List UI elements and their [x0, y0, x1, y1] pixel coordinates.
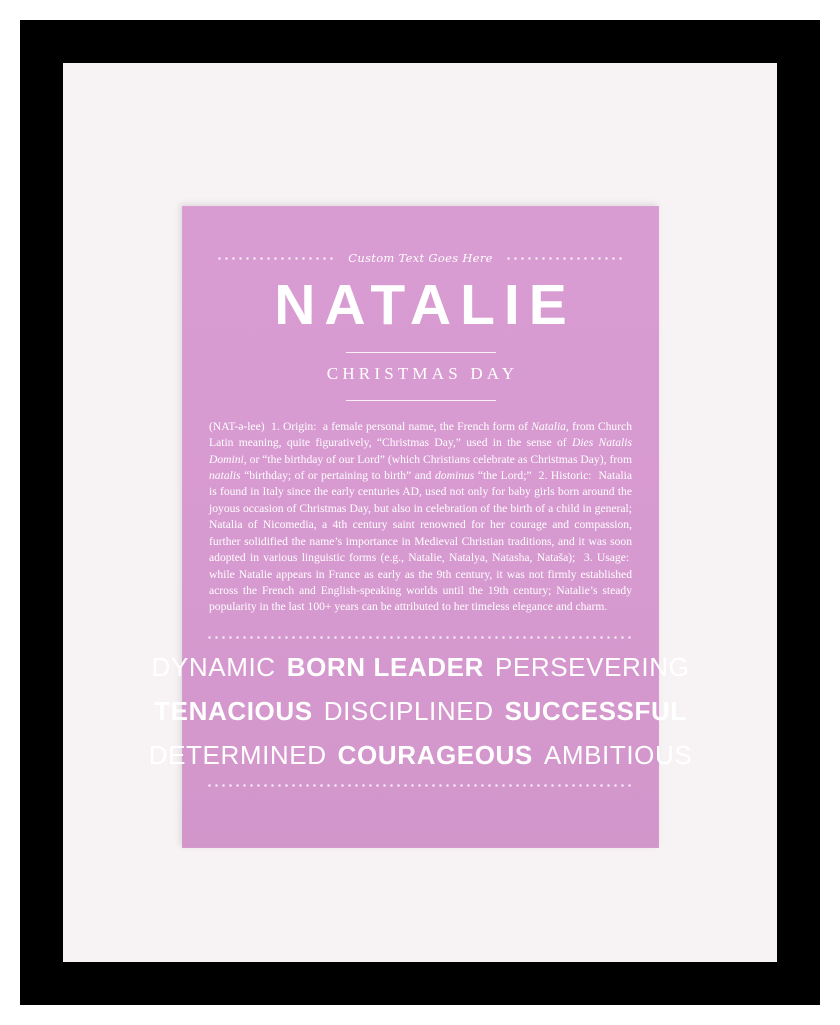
traits-lines [148, 651, 693, 771]
traits-section [148, 636, 693, 787]
custom-text: Custom Text Goes Here [348, 251, 493, 265]
poster-name: NATALIE [274, 273, 576, 337]
traits-line [148, 739, 693, 771]
name-definition-text: (NAT-ə-lee) 1. Origin: a female personal name, the French form of Natalia, from Church Latin meaning, quite figuratively, “Christmas Day,” used in the sense of Dies Natalis Domini, or “the birthday of our Lord” (which Christians celebrate as Christmas Day), from natalis “birthday; of or pertaining to birth” and dominus “the Lord;” 2. Historic: Natalia is found in Italy since the early centuries AD, used not only for baby girls born around the joyous occasion of Christmas Day, but also in celebration of the birth of a child in general; Natalia of Nicomedia, a 4th century saint renowned for her courage and compassion, further solidified the name’s importance in Medieval Christian traditions, and it was soon adopted in various linguistic forms (e.g., Natalie, Natalya, Natasha, Nataša); 3. Usage: while Natalie appears in France as early as the 9th century, it was not firmly established across the French and English-speaking worlds until the 19th century; Natalie’s steady popularity in the last 100+ years can be attributed to her timeless elegance and charm. [209, 419, 633, 614]
trait-word: DYNAMIC [151, 651, 276, 682]
traits-line [151, 651, 690, 683]
trait-word: AMBITIOUS [543, 739, 693, 770]
trait-word: SUCCESSFUL [504, 695, 687, 726]
trait-word: DETERMINED [148, 739, 327, 770]
trait-word: BORN LEADER [286, 651, 484, 682]
custom-text-row [206, 250, 635, 266]
trait-word: DISCIPLINED [323, 695, 494, 726]
dotted-rule-traits-bottom [206, 784, 635, 787]
dotted-rule-left [216, 257, 336, 260]
poster-subtitle: CHRISTMAS DAY [326, 363, 519, 383]
trait-word: TENACIOUS [154, 695, 313, 726]
divider-above-subtitle [346, 352, 496, 353]
traits-line [154, 695, 687, 727]
divider-below-subtitle [346, 400, 496, 401]
frame-mat [63, 63, 777, 962]
trait-word: COURAGEOUS [337, 739, 533, 770]
dotted-rule-right [505, 257, 625, 260]
trait-word: PERSEVERING [494, 651, 690, 682]
dotted-rule-traits-top [206, 636, 635, 639]
picture-frame [20, 20, 820, 1005]
name-art-print [148, 206, 693, 848]
